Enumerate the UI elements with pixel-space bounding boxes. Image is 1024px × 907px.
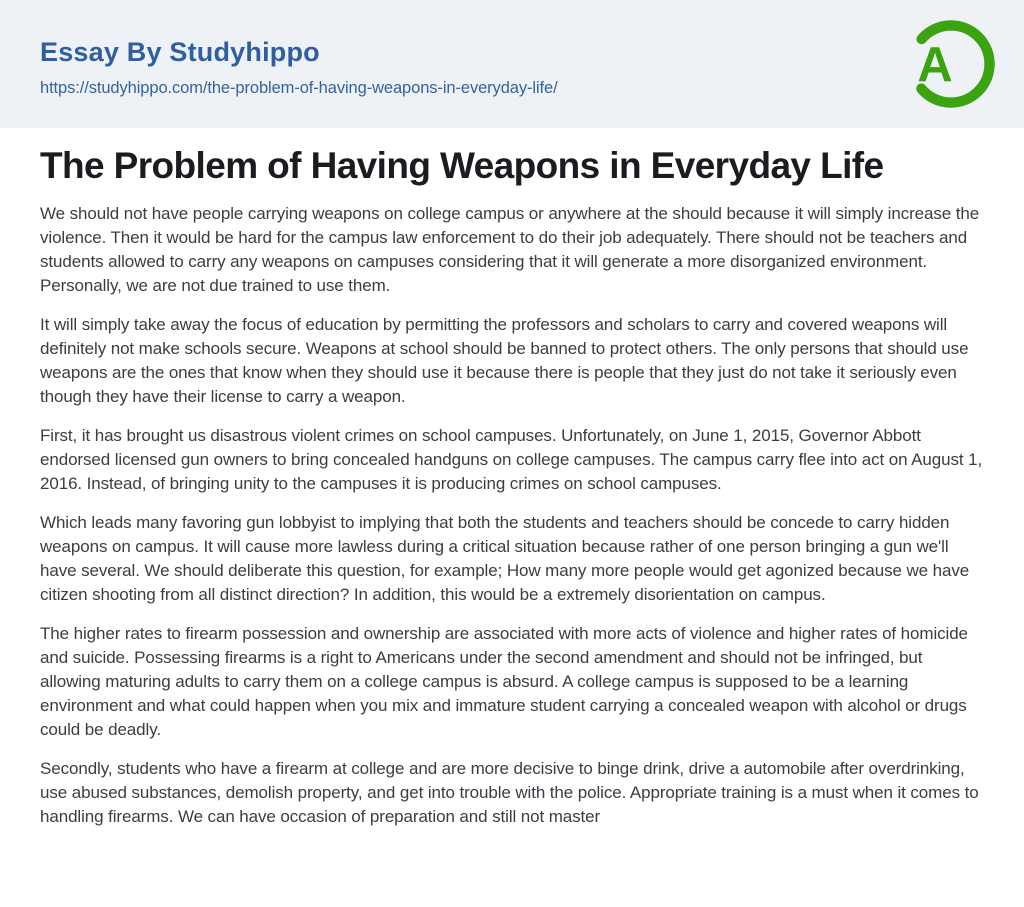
essay-by-title: Essay By Studyhippo — [40, 36, 320, 67]
article-paragraph: First, it has brought us disastrous violent crimes on school campuses. Unfortunately, on June 1, 2015, Governor Abbott endorsed licensed gun owners to bring concealed handguns on college campuses. The campus carry flee into act on August 1, 2016. Instead, of bringing unity to the campuses it is producing crimes on school campuses. — [40, 425, 983, 493]
logo-letter: A — [917, 37, 953, 92]
page-header — [0, 0, 1024, 128]
article-title: The Problem of Having Weapons in Everyday Life — [40, 145, 884, 186]
article-paragraph: Secondly, students who have a firearm at college and are more decisive to binge drink, drive a automobile after overdrinking, use abused substances, demolish property, and get into trouble with the police. Appropriate training is a must when it comes to handling firearms. We can have occasion of preparation and still not master — [40, 758, 979, 826]
article — [0, 145, 1024, 829]
article-paragraph: We should not have people carrying weapons on college campus or anywhere at the should because it will simply increase the violence. Then it would be hard for the campus law enforcement to do their job adequately. There should not be teachers and students allowed to carry any weapons on campuses considering that it will generate a more disorganized environment. Personally, we are not due trained to use them. — [40, 203, 980, 295]
article-paragraph: The higher rates to firearm possession and ownership are associated with more acts of violence and higher rates of homicide and suicide. Possessing firearms is a right to Americans under the second amendment and should not be infringed, but allowing maturing adults to carry them on a college campus is absurd. A college campus is supposed to be a learning environment and what could happen when you mix and immature student carrying a concealed weapon with alcohol or drugs could be deadly. — [40, 623, 968, 739]
article-paragraph: It will simply take away the focus of education by permitting the professors and scholars to carry and covered weapons will definitely not make schools secure. Weapons at school should be banned to protect others. The only persons that should use weapons are the ones that know when they should use it because there is people that they just do not take it seriously even though they have their license to carry a weapon. — [40, 314, 969, 406]
studyhippo-logo-icon — [904, 17, 998, 111]
article-paragraph: Which leads many favoring gun lobbyist to implying that both the students and teachers should be concede to carry hidden weapons on campus. It will cause more lawless during a critical situation because rather of one person bringing a gun we'll have several. We should deliberate this question, for example; How many more people would get agonized because we have citizen shooting from all distinct direction? In addition, this would be a extremely disorientation on campus. — [40, 512, 970, 604]
studyhippo-logo — [904, 17, 998, 116]
essay-url-link[interactable]: https://studyhippo.com/the-problem-of-having-weapons-in-everyday-life/ — [40, 79, 558, 98]
header-text-block — [40, 38, 558, 99]
